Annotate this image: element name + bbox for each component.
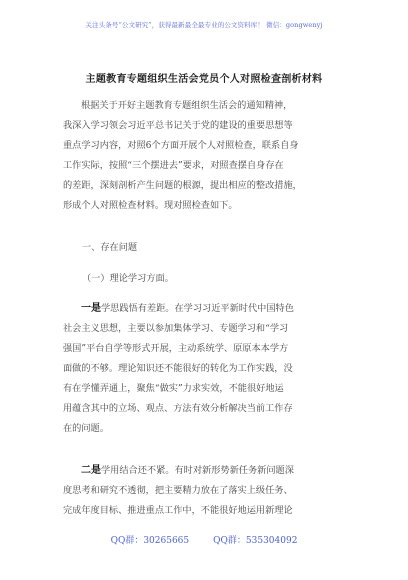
intro-paragraph	[63, 96, 353, 216]
item-two-text: 学用结合还不紧。有时对新形势新任务新问题深	[101, 465, 294, 476]
qq-group-two: QQ群：535304092	[213, 536, 298, 546]
subsection-heading: （一）理论学习方面。	[82, 273, 174, 284]
item-one-paragraph	[63, 299, 353, 439]
item-one-line: 面做的不够。理论知识还不能很好的转化为工作实践，没	[63, 363, 293, 374]
item-two-lead: 二是	[81, 465, 101, 476]
intro-line: 我深入学习领会习近平总书记关于党的建设的重要思想等	[63, 120, 293, 131]
intro-line: 工作实际，按照“三个摆进去”要求，对照查摆自身存在	[63, 160, 284, 171]
item-one-line: 在的问题。	[63, 423, 109, 434]
item-one-first-line	[63, 299, 353, 319]
qq-group-one: QQ群：30265665	[110, 536, 190, 546]
top-banner: 关注头条号“公文研究”，获得最新最全最专业的公文资料库！ 微信：gongwenyj	[85, 21, 323, 29]
item-two-line: 完成年度目标、推进重点工作中，不能很好地运用新理论	[63, 505, 293, 516]
intro-line: 形成个人对照检查材料。现对照检查如下。	[63, 200, 238, 211]
item-one-line: 用蕴含其中的立场、观点、方法有效分析解决当前工作存	[63, 403, 293, 414]
intro-line: 的差距，深刻剖析产生问题的根源，提出相应的整改措施，	[63, 180, 302, 191]
intro-line: 重点学习内容，对照6个方面开展个人对照检查，联系自身	[63, 140, 299, 151]
item-two-first-line	[63, 461, 353, 481]
footer-qq-groups	[0, 533, 408, 546]
item-two-paragraph	[63, 461, 353, 521]
item-one-line: 社会主义思想，主要以参加集体学习、专题学习和“学习	[63, 323, 289, 334]
section-heading: 一、存在问题	[82, 242, 138, 253]
item-one-line: 有在学懂弄通上，聚焦“做实”力求实效，不能很好地运	[63, 383, 284, 394]
item-two-line: 度思考和研究不透彻，把主要精力放在了落实上级任务、	[63, 485, 293, 496]
item-one-lead: 一是	[81, 303, 101, 314]
document-title: 主题教育专题组织生活会党员个人对照检查剖析材料	[85, 74, 323, 85]
item-one-line: 强国”平台自学等形式开展，主动系统学、原原本本学方	[63, 343, 289, 354]
intro-line: 根据关于开好主题教育专题组织生活会的通知精神，	[81, 100, 293, 111]
item-one-text: 学思践悟有差距。在学习习近平新时代中国特色	[101, 303, 294, 314]
